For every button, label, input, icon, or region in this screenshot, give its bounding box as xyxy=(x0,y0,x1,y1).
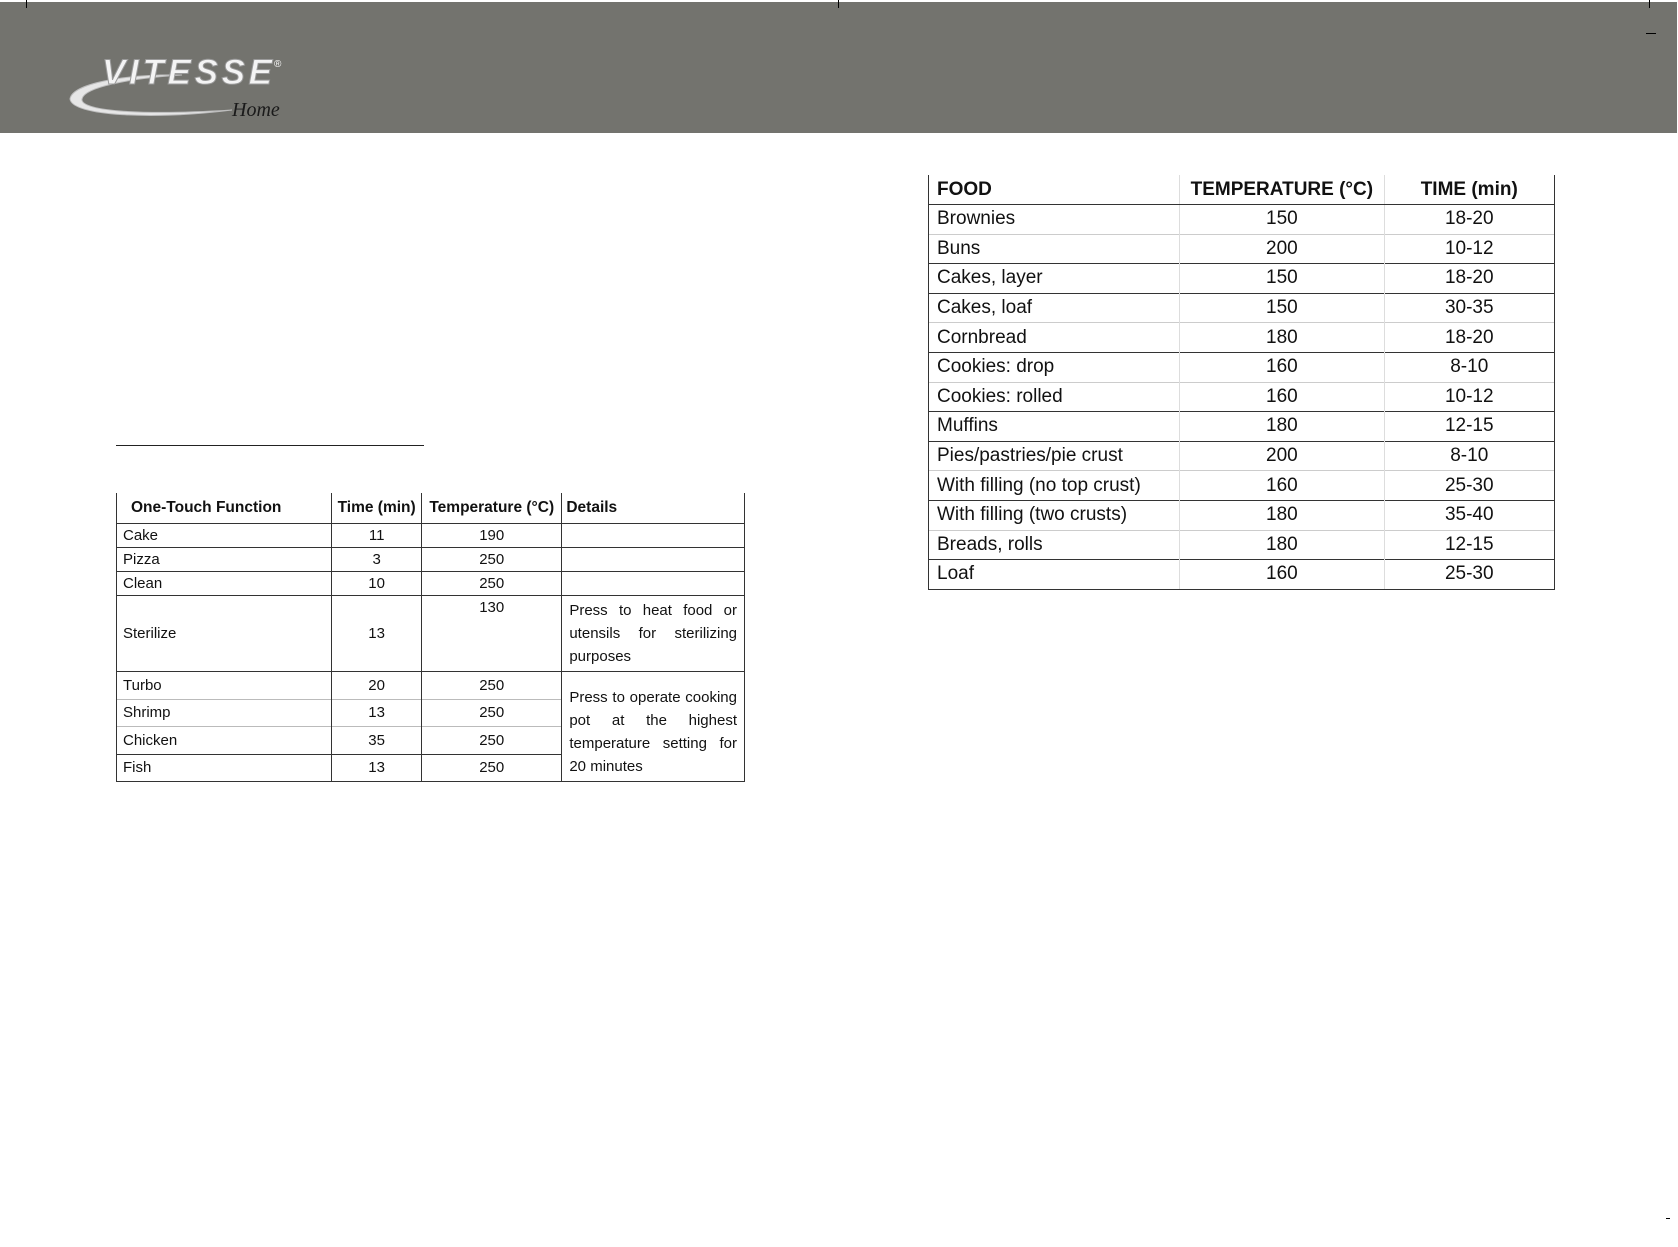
food-time: 35-40 xyxy=(1384,500,1555,530)
crop-mark xyxy=(1646,33,1656,34)
food-name: With filling (two crusts) xyxy=(929,500,1180,530)
food-temp: 160 xyxy=(1180,471,1384,501)
one-touch-function-table xyxy=(116,493,745,782)
function-time: 35 xyxy=(332,727,422,755)
food-name: Cookies: drop xyxy=(929,352,1180,382)
table-header-row xyxy=(117,493,745,524)
food-name: Pies/pastries/pie crust xyxy=(929,441,1180,471)
function-time: 11 xyxy=(332,524,422,548)
crop-mark xyxy=(1666,1218,1670,1219)
function-time: 10 xyxy=(332,572,422,596)
function-details xyxy=(562,548,745,572)
food-name: Brownies xyxy=(929,205,1180,235)
col-header-function: One-Touch Function xyxy=(117,493,332,524)
table-row xyxy=(929,500,1555,530)
food-name: With filling (no top crust) xyxy=(929,471,1180,501)
food-name: Cornbread xyxy=(929,323,1180,353)
col-header-time: TIME (min) xyxy=(1384,175,1555,205)
food-temp: 200 xyxy=(1180,441,1384,471)
food-name: Muffins xyxy=(929,412,1180,442)
crop-mark xyxy=(838,0,839,8)
food-time: 18-20 xyxy=(1384,323,1555,353)
food-name: Cakes, loaf xyxy=(929,293,1180,323)
table-row xyxy=(929,323,1555,353)
food-temp: 200 xyxy=(1180,234,1384,264)
table-row xyxy=(929,530,1555,560)
brand-logo-graphic xyxy=(62,54,312,124)
food-time: 12-15 xyxy=(1384,412,1555,442)
table-row xyxy=(929,205,1555,235)
function-name: Shrimp xyxy=(117,699,332,727)
function-details xyxy=(562,524,745,548)
food-time: 8-10 xyxy=(1384,441,1555,471)
brand-subline: Home xyxy=(232,99,280,121)
food-temp: 180 xyxy=(1180,500,1384,530)
function-details: Press to operate cooking pot at the highest temperature setting for 20 minutes xyxy=(562,672,745,782)
table-row xyxy=(929,412,1555,442)
function-name: Fish xyxy=(117,754,332,782)
food-temp: 180 xyxy=(1180,412,1384,442)
table-row xyxy=(929,293,1555,323)
registered-mark: ® xyxy=(274,59,282,70)
function-temp: 130 xyxy=(422,596,562,672)
crop-mark xyxy=(1649,0,1650,8)
function-name: Pizza xyxy=(117,548,332,572)
food-temp: 150 xyxy=(1180,264,1384,294)
food-temp: 160 xyxy=(1180,382,1384,412)
brand-logo xyxy=(62,54,312,124)
food-time: 18-20 xyxy=(1384,264,1555,294)
col-header-temperature: TEMPERATURE (°C) xyxy=(1180,175,1384,205)
food-name: Buns xyxy=(929,234,1180,264)
function-time: 13 xyxy=(332,754,422,782)
table-row xyxy=(929,264,1555,294)
food-temp: 180 xyxy=(1180,530,1384,560)
brand-name: VITESSE xyxy=(102,54,272,92)
function-details xyxy=(562,572,745,596)
function-time: 20 xyxy=(332,672,422,700)
col-header-time: Time (min) xyxy=(332,493,422,524)
function-temp: 250 xyxy=(422,699,562,727)
table-row xyxy=(929,471,1555,501)
section-rule xyxy=(116,445,424,446)
food-name: Cookies: rolled xyxy=(929,382,1180,412)
table-header-row xyxy=(929,175,1555,205)
food-cooking-table xyxy=(928,175,1555,590)
table-row xyxy=(929,441,1555,471)
food-temp: 160 xyxy=(1180,352,1384,382)
food-time: 10-12 xyxy=(1384,382,1555,412)
function-temp: 190 xyxy=(422,524,562,548)
food-time: 25-30 xyxy=(1384,560,1555,590)
function-time: 13 xyxy=(332,596,422,672)
food-time: 10-12 xyxy=(1384,234,1555,264)
function-temp: 250 xyxy=(422,548,562,572)
table-row xyxy=(929,382,1555,412)
function-name: Cake xyxy=(117,524,332,548)
col-header-details: Details xyxy=(562,493,745,524)
function-name: Turbo xyxy=(117,672,332,700)
food-time: 12-15 xyxy=(1384,530,1555,560)
table-row xyxy=(929,234,1555,264)
function-temp: 250 xyxy=(422,754,562,782)
function-temp: 250 xyxy=(422,572,562,596)
function-time: 13 xyxy=(332,699,422,727)
food-time: 30-35 xyxy=(1384,293,1555,323)
function-temp: 250 xyxy=(422,727,562,755)
table-row xyxy=(117,672,745,700)
function-name: Clean xyxy=(117,572,332,596)
table-row xyxy=(117,572,745,596)
food-time: 8-10 xyxy=(1384,352,1555,382)
table-row xyxy=(929,560,1555,590)
food-name: Cakes, layer xyxy=(929,264,1180,294)
food-name: Breads, rolls xyxy=(929,530,1180,560)
food-time: 18-20 xyxy=(1384,205,1555,235)
col-header-temperature: Temperature (°C) xyxy=(422,493,562,524)
function-name: Chicken xyxy=(117,727,332,755)
food-time: 25-30 xyxy=(1384,471,1555,501)
food-temp: 150 xyxy=(1180,205,1384,235)
col-header-food: FOOD xyxy=(929,175,1180,205)
crop-mark xyxy=(26,0,27,8)
function-time: 3 xyxy=(332,548,422,572)
function-details: Press to heat food or utensils for sterilizing purposes xyxy=(562,596,745,672)
food-temp: 150 xyxy=(1180,293,1384,323)
table-row xyxy=(117,524,745,548)
table-row xyxy=(117,596,745,672)
food-name: Loaf xyxy=(929,560,1180,590)
table-row xyxy=(929,352,1555,382)
food-temp: 160 xyxy=(1180,560,1384,590)
table-row xyxy=(117,548,745,572)
food-temp: 180 xyxy=(1180,323,1384,353)
function-temp: 250 xyxy=(422,672,562,700)
function-name: Sterilize xyxy=(117,596,332,672)
